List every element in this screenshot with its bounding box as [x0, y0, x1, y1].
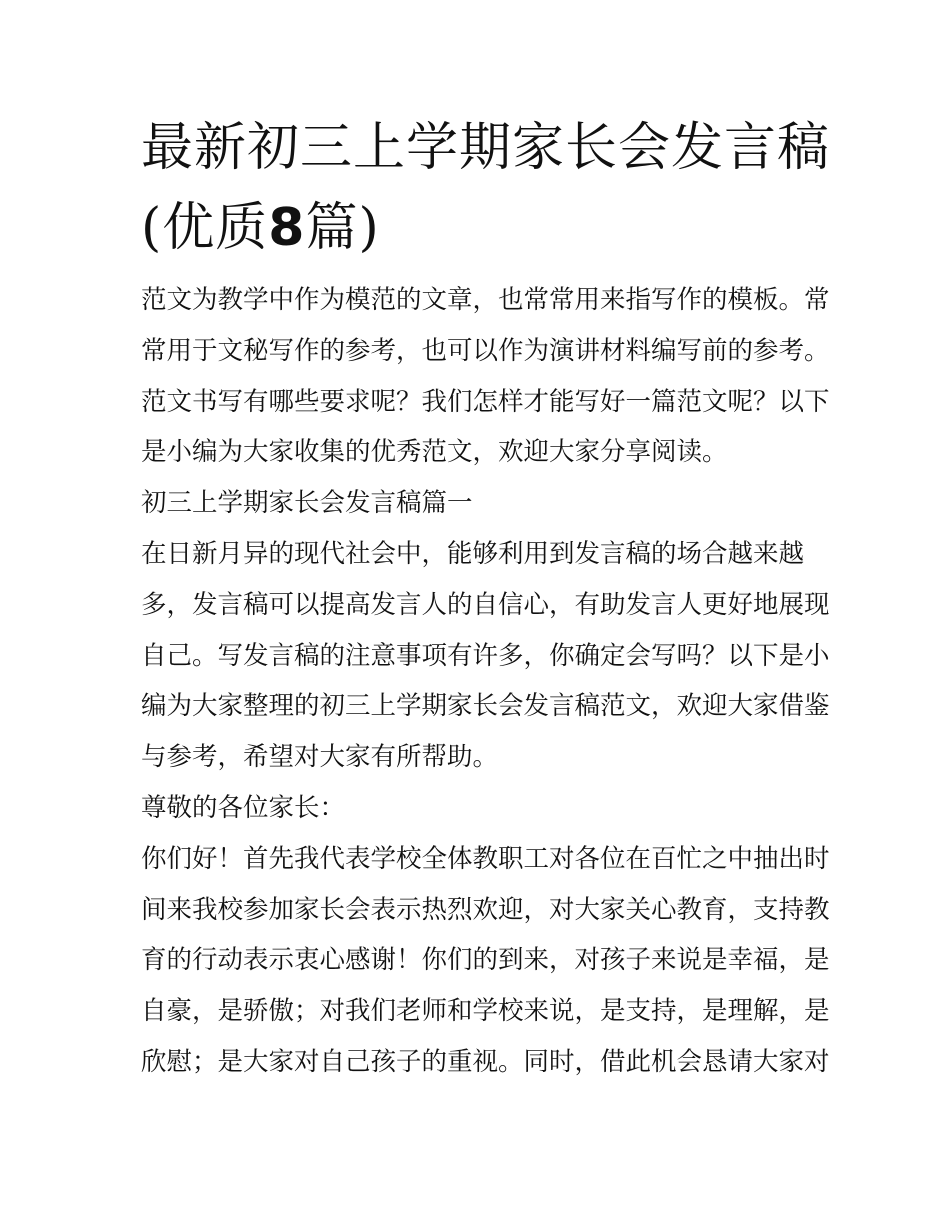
body-text-line: 尊敬的各位家长：	[141, 792, 346, 823]
body-text-line: 常用于文秘写作的参考，也可以作为演讲材料编写前的参考。	[141, 335, 830, 366]
title-close: 篇)	[305, 198, 380, 258]
section-heading: 初三上学期家长会发言稿篇一	[141, 488, 473, 519]
title-open: (优质	[141, 198, 269, 258]
body-text-line: 多，发言稿可以提高发言人的自信心，有助发言人更好地展现	[141, 589, 830, 620]
body-text-line: 你们好！首先我代表学校全体教职工对各位在百忙之中抽出时	[141, 843, 830, 874]
document-title-line-1: 最新初三上学期家长会发言稿	[141, 118, 831, 178]
body-text-line: 自豪，是骄傲；对我们老师和学校来说，是支持，是理解，是	[141, 996, 830, 1027]
body-text-line: 欣慰；是大家对自己孩子的重视。同时，借此机会恳请大家对	[141, 1046, 830, 1077]
body-text-line: 与参考，希望对大家有所帮助。	[141, 742, 499, 773]
body-text-line: 是小编为大家收集的优秀范文，欢迎大家分享阅读。	[141, 437, 728, 468]
body-text-line: 自己。写发言稿的注意事项有许多，你确定会写吗？以下是小	[141, 640, 830, 671]
body-text-line: 育的行动表示衷心感谢！你们的到来，对孩子来说是幸福，是	[141, 945, 830, 976]
body-text-line: 在日新月异的现代社会中，能够利用到发言稿的场合越来越	[141, 538, 805, 569]
title-number: 8	[268, 198, 306, 258]
body-text-line: 间来我校参加家长会表示热烈欢迎，对大家关心教育，支持教	[141, 894, 830, 925]
document-body	[141, 275, 830, 1088]
body-text-line: 范文为教学中作为模范的文章，也常常用来指写作的模板。常	[141, 285, 830, 315]
body-text-line: 编为大家整理的初三上学期家长会发言稿范文，欢迎大家借鉴	[141, 691, 830, 722]
document-title-line-2	[141, 188, 380, 268]
body-text-line: 范文书写有哪些要求呢？我们怎样才能写好一篇范文呢？以下	[141, 386, 830, 417]
